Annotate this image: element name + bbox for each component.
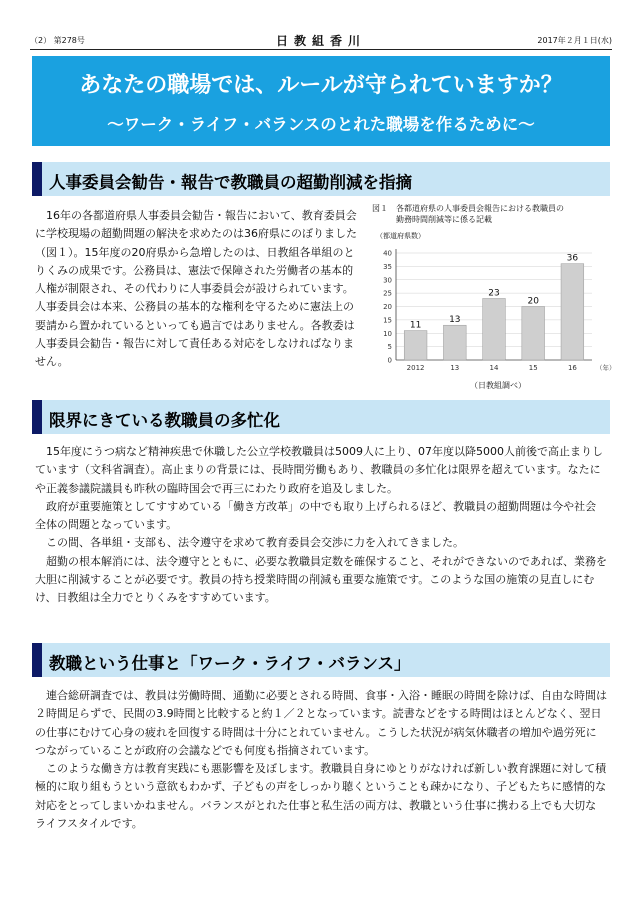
- chart-bar: [522, 307, 545, 361]
- paragraph: 16年の各都道府県人事委員会勧告・報告において、教育委員会に学校現場の超勤問題の解決を求めたのは36府県にのぼりました（図１）。15年度の20府県から急増したのは、日教組各単組のとりくみの成果です。公務員は、憲法で保障された労働者の基本的人権が制限され、その代わりに人事委員会が設けられています。人事委員会は本来、公務員の基本的な権利を守るために憲法上の要請から置かれているといっても過言ではありません。各教委は人事委員会勧告・報告に対して責任ある対応をしなければなりません。: [35, 209, 357, 369]
- banner-subtitle: 〜ワーク・ライフ・バランスのとれた職場を作るために〜: [107, 115, 535, 134]
- paragraph: 超勤の根本解消には、法令遵守とともに、必要な教職員定数を確保すること、それができないのであれば、業務を大胆に削減することが必要です。教員の持ち授業時間の削減も重要な施策です。このような国の施策の見直しにむけ、日教組は全力でとりくみをすすめています。: [35, 554, 607, 605]
- chart-source: （日教組調べ）: [470, 381, 526, 390]
- section-heading-3: [32, 643, 610, 677]
- chart-bar: [483, 298, 506, 360]
- chart-y-tick-label: 25: [383, 289, 392, 298]
- section-title: 限界にきている教職員の多忙化: [49, 411, 280, 430]
- chart-bar: [443, 325, 466, 360]
- issue-number: （2） 第278号: [30, 36, 85, 45]
- paragraph: 連合総研調査では、教員は労働時間、通勤に必要とされる時間、食事・入浴・睡眠の時間を除けば、自由な時間は２時間足らずで、民間の3.9時間と比較すると約１／２となっています。読書などをする時間はほとんどなく、翌日の仕事にむけて心身の疲れを回復する時間は十分にとれていません。こうした状況が病気休職者の増加や過労死につながっていることが政府の会議などでも何度も指摘されています。: [35, 689, 607, 757]
- section-heading-1: [32, 162, 610, 196]
- section-accent-bar: [32, 643, 42, 677]
- section-title: 人事委員会勧告・報告で教職員の超勤削減を指摘: [49, 173, 412, 192]
- chart-x-tick-label: 13: [450, 364, 460, 372]
- chart-x-tick-label: 14: [489, 364, 499, 372]
- section-accent-bar: [32, 400, 42, 434]
- chart-y-tick-label: 5: [387, 343, 392, 352]
- page-header: [30, 33, 612, 49]
- chart-x-tick-label: 15: [528, 364, 538, 372]
- chart-data-label: 13: [449, 315, 461, 326]
- chart-y-tick-label: 40: [383, 249, 392, 258]
- title-banner: [32, 56, 610, 146]
- chart-data-label: 36: [566, 253, 579, 264]
- chart-bar: [404, 331, 427, 360]
- header-divider: [30, 49, 612, 50]
- chart-y-tick-label: 20: [383, 303, 392, 311]
- publication-name: 日教組香川: [275, 34, 366, 48]
- chart-y-tick-label: 0: [387, 356, 392, 365]
- chart-x-tick-label: 16: [567, 364, 577, 372]
- section-body-1: [35, 207, 361, 372]
- chart-data-label: 20: [527, 296, 539, 307]
- figure-1-chart: [370, 203, 616, 393]
- chart-bar: [561, 264, 584, 360]
- chart-y-label: （都道府県数）: [376, 232, 425, 240]
- chart-data-label: 11: [409, 320, 422, 331]
- section-accent-bar: [32, 162, 42, 196]
- paragraph: このような働き方は教育実践にも悪影響を及ぼします。教職員自身にゆとりがなければ新しい教育課題に対して積極的に取り組もうという意欲もわかず、子どもの声をしっかり聴くということも疎かになり、子どもたちに感情的な対応をとってしまいかねません。バランスがとれた仕事と私生活の両方は、教職という仕事に携わる上でも大切なライフスタイルです。: [35, 762, 607, 831]
- chart-y-tick-label: 15: [383, 316, 392, 325]
- section-heading-2: [32, 400, 610, 434]
- paragraph: この間、各単組・支部も、法令遵守を求めて教育委員会交渉に力を入れてきました。: [46, 536, 464, 550]
- chart-data-label: 23: [488, 288, 500, 299]
- chart-title: 図１ 各都道府県の人事委員会報告における教職員の 勤務時間削減等に係る記載: [372, 204, 564, 224]
- chart-plot: [370, 203, 616, 393]
- paragraph: 15年度にうつ病など精神疾患で休職した公立学校教職員は5009人に上り、07年度以降5000人前後で高止まりしています（文科省調査）。高止まりの背景には、長時間労働もあり、教職員の多忙化は限界を超えています。なたにや正義参議院議員も昨秋の臨時国会で再三にわたり政府を追及しました。: [35, 445, 603, 495]
- chart-y-tick-label: 10: [383, 329, 392, 338]
- banner-title: あなたの職場では、ルールが守られていますか？: [79, 73, 563, 98]
- section-body-2: [35, 443, 607, 608]
- chart-x-tick-label: 2012: [406, 364, 425, 372]
- section-title: 教職という仕事と「ワーク・ライフ・バランス」: [49, 654, 411, 673]
- section-body-3: [35, 687, 607, 833]
- issue-date: 2017年２月１日(水): [537, 36, 612, 45]
- paragraph: 政府が重要施策としてすすめている「働き方改革」の中でも取り上げられるほど、教職員の超勤問題は今や社会全体の問題となっています。: [35, 499, 597, 532]
- chart-x-unit-label: （年）: [596, 364, 616, 372]
- chart-y-tick-label: 35: [383, 262, 392, 271]
- chart-y-tick-label: 30: [383, 276, 392, 285]
